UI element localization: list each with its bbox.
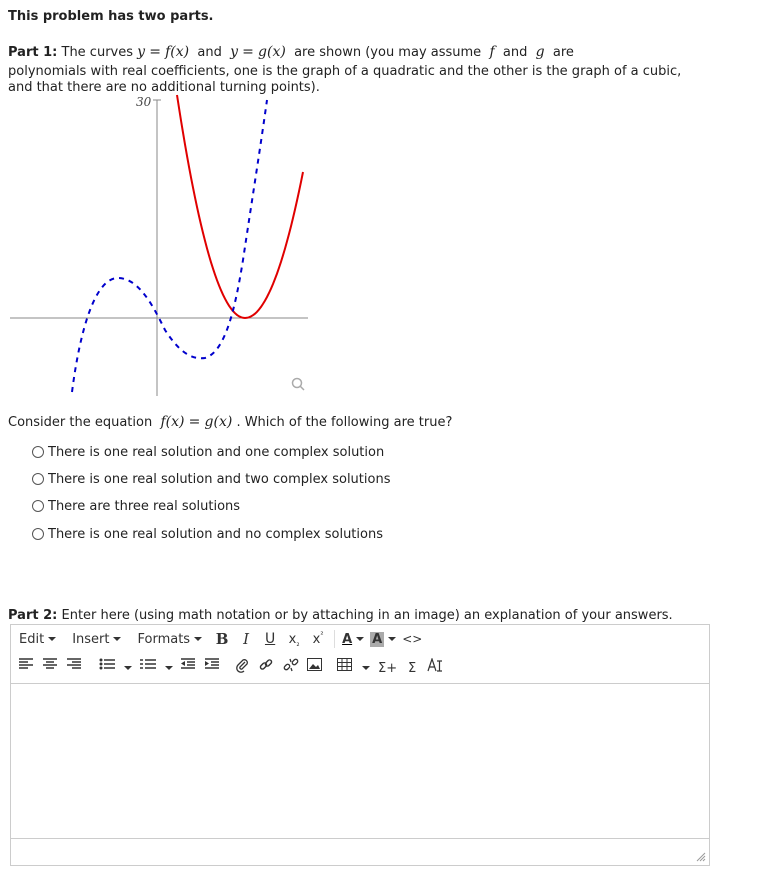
option-row[interactable] — [32, 496, 240, 516]
q-eq-fx: f(x) — [160, 414, 185, 430]
eq-y2: y — [230, 44, 239, 60]
var-g: g — [535, 44, 545, 60]
eq-fx: f(x) — [165, 44, 190, 60]
sigma-button[interactable]: Σ — [408, 660, 417, 676]
option-label[interactable]: There is one real solution and no complex solutions — [48, 526, 383, 542]
align-center-icon[interactable] — [43, 658, 61, 678]
editor-content-area[interactable] — [11, 683, 709, 841]
problem-heading: This problem has two parts. — [8, 9, 214, 24]
source-code-button[interactable]: <> — [402, 632, 423, 646]
special-chars-icon[interactable] — [427, 658, 445, 678]
toolbar-divider — [334, 630, 335, 648]
indent-icon[interactable] — [205, 658, 223, 678]
underline-button[interactable]: U — [264, 631, 276, 647]
option-label[interactable]: There are three real solutions — [48, 498, 241, 514]
chevron-down-icon[interactable] — [124, 666, 132, 670]
numbered-list-icon[interactable] — [140, 658, 158, 678]
table-icon[interactable] — [337, 658, 355, 678]
q-eq-equals: = — [188, 414, 201, 430]
option-label[interactable]: There is one real solution and two complex solutions — [48, 471, 391, 487]
option-row[interactable] — [32, 524, 383, 544]
bg-color-button[interactable] — [370, 629, 396, 649]
outdent-icon[interactable] — [181, 658, 199, 678]
radio-button[interactable] — [32, 446, 44, 458]
var-f: f — [489, 44, 495, 60]
option-row[interactable] — [32, 469, 390, 489]
chevron-down-icon — [113, 637, 121, 641]
chevron-down-icon — [388, 637, 396, 641]
part1-line3: and that there are no additional turning points). — [8, 80, 320, 95]
editor-statusbar — [11, 838, 709, 865]
chevron-down-icon — [194, 637, 202, 641]
link-icon[interactable] — [259, 658, 277, 678]
menu-edit-label[interactable]: Edit — [19, 631, 45, 647]
part1-line1 — [8, 44, 574, 60]
editor-menubar — [11, 625, 709, 653]
quadratic-curve — [177, 95, 303, 318]
part1-and2: and — [502, 45, 528, 60]
question-text-b: . Which of the following are true? — [236, 415, 453, 430]
bullet-list-icon[interactable] — [99, 658, 117, 678]
font-color-button[interactable] — [342, 629, 364, 649]
superscript-button[interactable] — [309, 629, 327, 649]
chevron-down-icon — [356, 637, 364, 641]
italic-button[interactable]: I — [243, 630, 250, 648]
y-tick-label: 30 — [136, 95, 152, 109]
menu-insert[interactable] — [72, 632, 121, 647]
part1-are: are — [552, 45, 574, 60]
align-right-icon[interactable] — [67, 658, 85, 678]
part2-text: Enter here (using math notation or by attaching in an image) an explanation of your answers. — [61, 608, 673, 623]
radio-button[interactable] — [32, 473, 44, 485]
q-eq-gx: g(x) — [204, 414, 233, 430]
function-graph — [0, 90, 330, 400]
radio-button[interactable] — [32, 500, 44, 512]
superscript-mark: ² — [320, 629, 324, 639]
superscript-label[interactable]: x — [312, 631, 321, 647]
subscript-button[interactable] — [285, 629, 303, 649]
chevron-down-icon[interactable] — [362, 666, 370, 670]
part1-label: Part 1: — [8, 45, 58, 60]
editor-toolbar — [11, 653, 709, 684]
part1-text-b: are shown (you may assume — [294, 45, 482, 60]
part1-text-a: The curves — [61, 45, 134, 60]
bg-color-label[interactable]: A — [372, 631, 383, 647]
menu-edit[interactable] — [19, 632, 56, 647]
radio-button[interactable] — [32, 528, 44, 540]
part2-heading — [8, 608, 673, 623]
eq-gx: g(x) — [258, 44, 286, 60]
part2-label: Part 2: — [8, 608, 58, 623]
option-row[interactable] — [32, 442, 384, 462]
chevron-down-icon — [48, 637, 56, 641]
rich-text-editor[interactable] — [10, 624, 710, 866]
resize-handle-icon[interactable] — [696, 852, 706, 862]
cubic-curve — [72, 100, 267, 392]
align-left-icon[interactable] — [19, 658, 37, 678]
part1-line2: polynomials with real coefficients, one is the graph of a quadratic and the other is the graph of a cubic, — [8, 64, 682, 79]
chevron-down-icon[interactable] — [165, 666, 173, 670]
question-text-a: Consider the equation — [8, 415, 153, 430]
attachment-icon[interactable] — [235, 658, 253, 678]
eq-equals1: = — [149, 44, 161, 60]
subscript-label[interactable]: x — [288, 631, 297, 647]
menu-formats-label[interactable]: Formats — [137, 631, 191, 647]
bold-button[interactable]: B — [215, 630, 229, 648]
magnifier-icon[interactable] — [293, 379, 305, 391]
eq-y1: y — [137, 44, 146, 60]
eq-equals2: = — [242, 44, 254, 60]
option-label[interactable]: There is one real solution and one complex solution — [48, 444, 385, 460]
image-icon[interactable] — [307, 658, 325, 678]
menu-formats[interactable] — [137, 632, 202, 647]
part1-and1: and — [197, 45, 222, 60]
menu-insert-label[interactable]: Insert — [72, 631, 110, 647]
unlink-icon[interactable] — [283, 658, 301, 678]
font-color-label[interactable]: A — [342, 631, 353, 647]
subscript-mark: ₂ — [296, 638, 300, 648]
equation-editor-button[interactable]: Σ+ — [378, 660, 398, 676]
question-text — [8, 414, 452, 430]
